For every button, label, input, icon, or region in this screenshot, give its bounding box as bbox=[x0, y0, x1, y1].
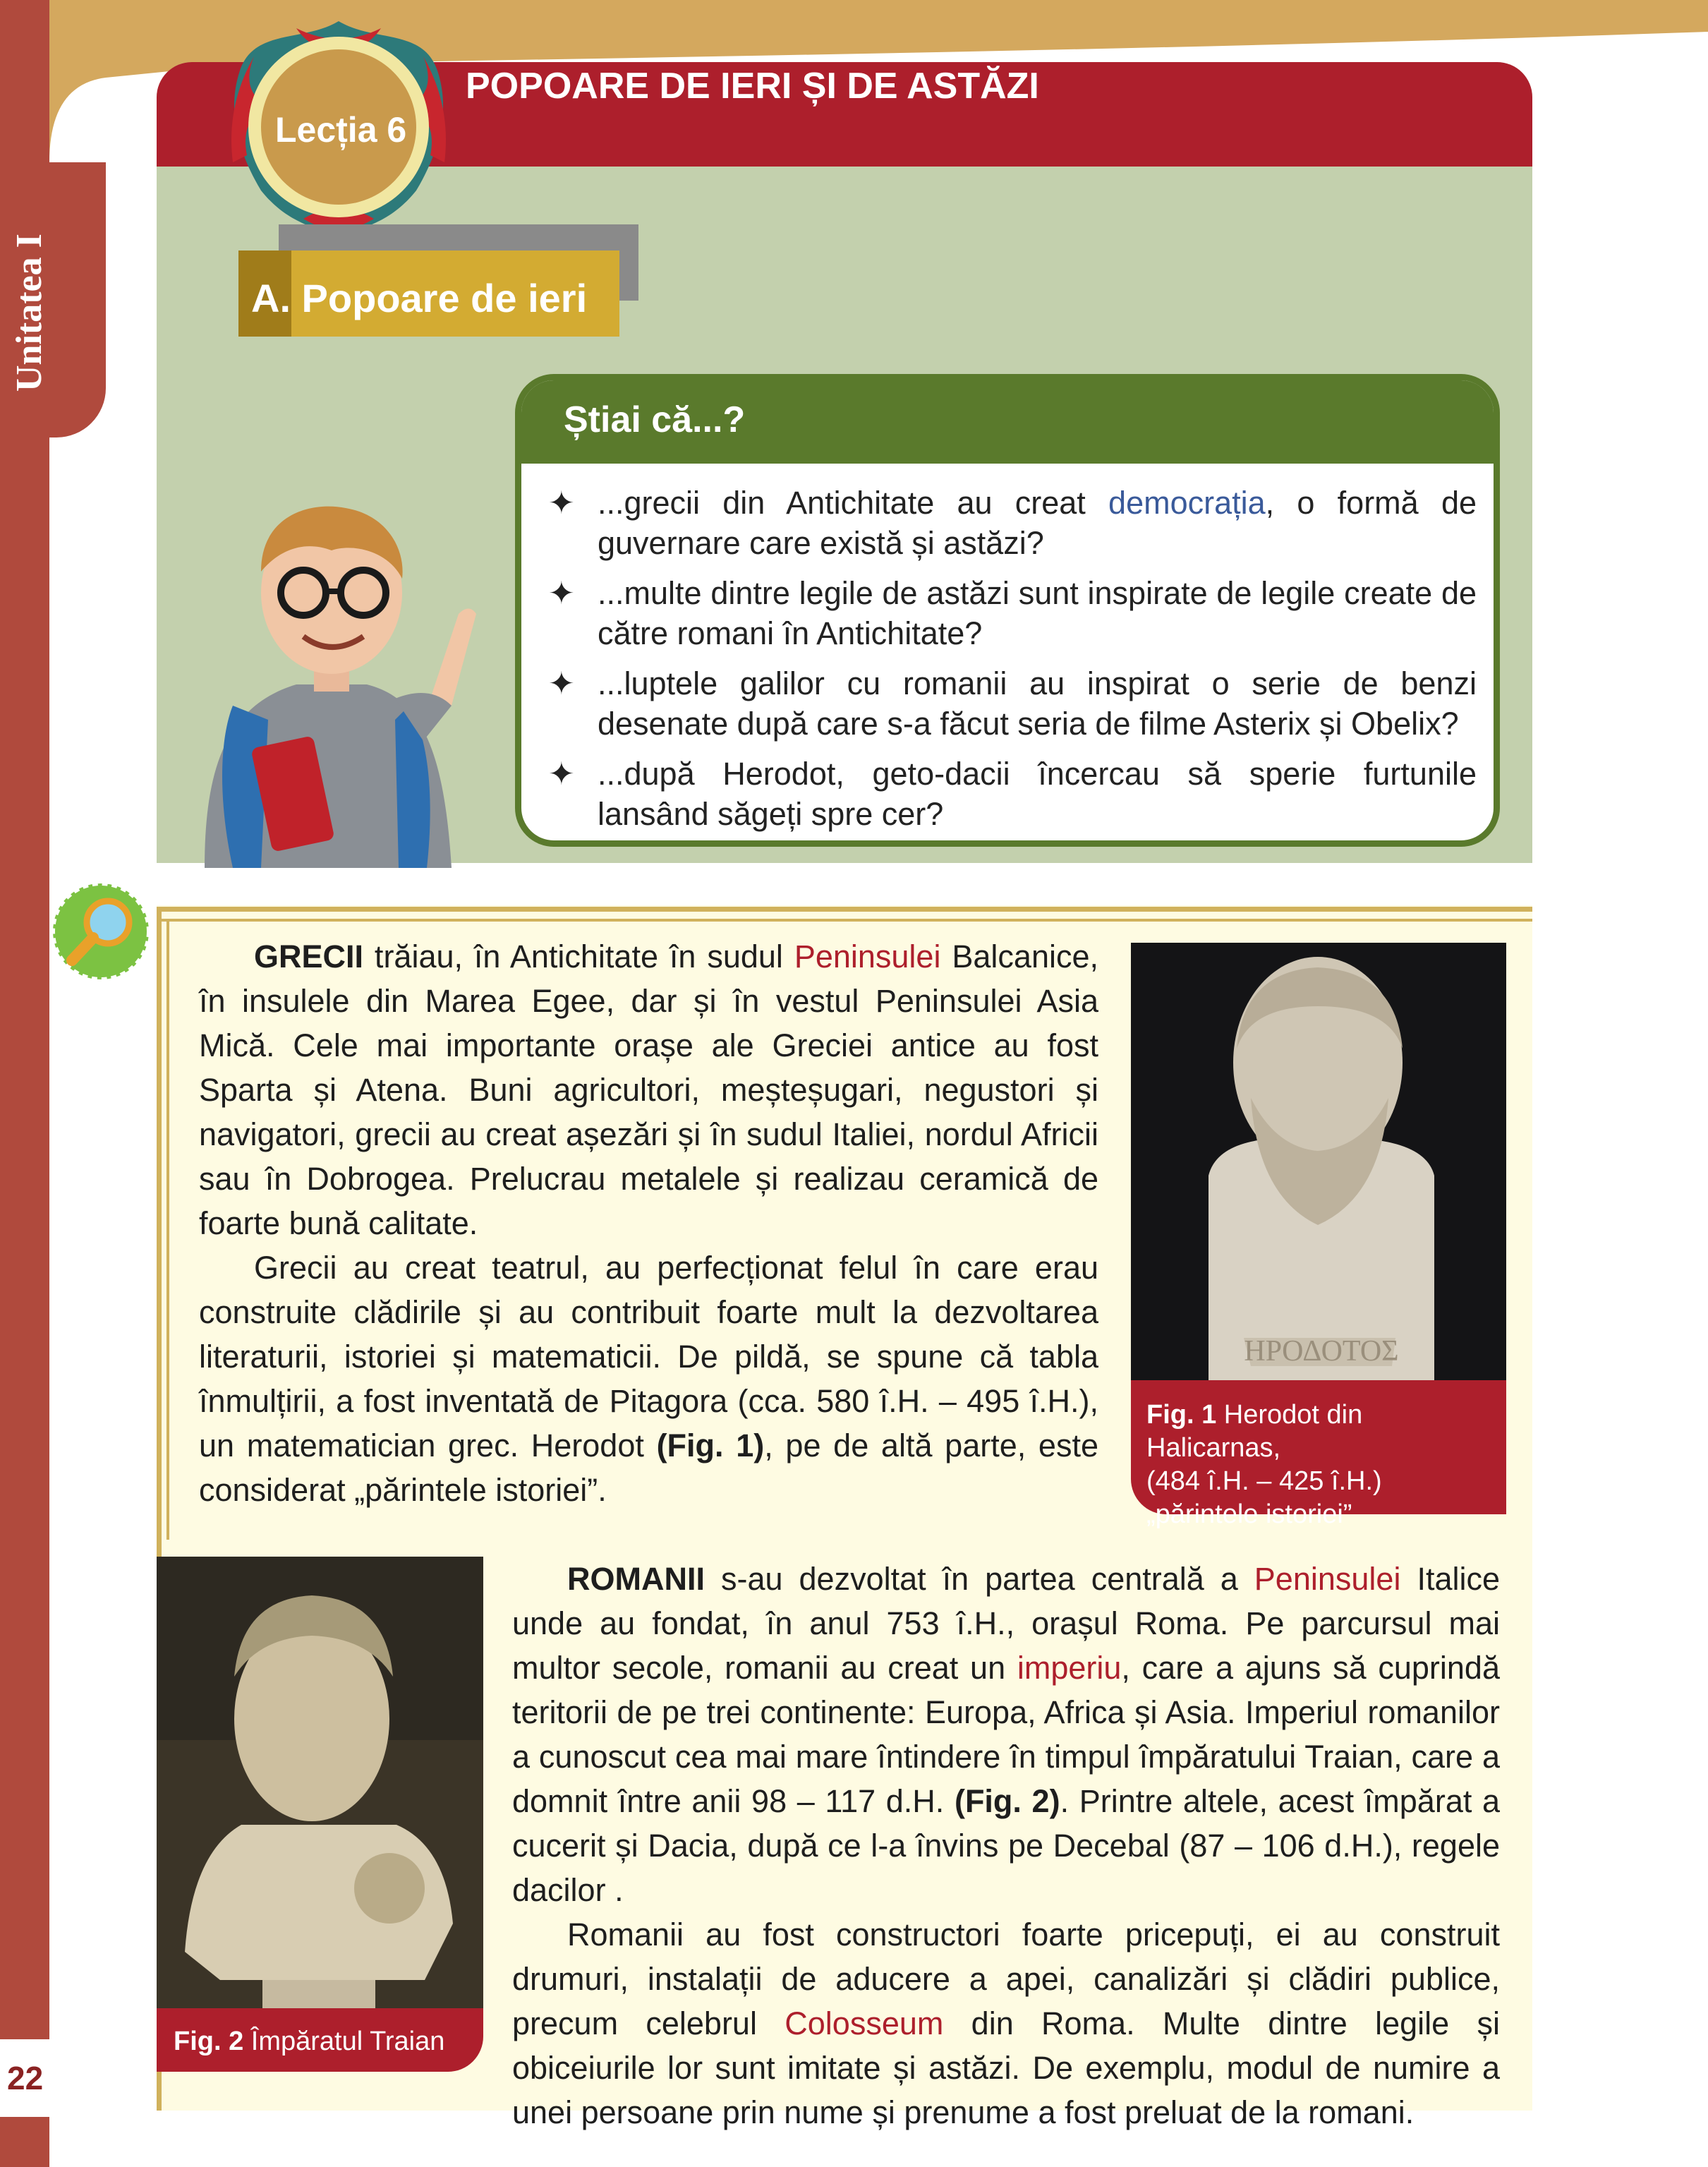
trajan-bust-photo bbox=[157, 1557, 483, 2008]
fig1-caption: Fig. 1 Herodot din Halicarnas, (484 î.H. – 425 î.H.) „părintele istoriei” bbox=[1146, 1400, 1382, 1529]
bust-inscription: ΗΡΟΔΟΤΟΣ bbox=[1244, 1335, 1399, 1368]
did-you-know-title: Știai că...? bbox=[564, 399, 746, 440]
romans-paragraph-2: Romanii au fost constructori foarte pricepuți, ei au construit drumuri, instalații de aducere a apei, canalizări și clădiri publice, precum celebrul Colosseum din Roma. Multe dintre legile și obiceiurile lor sunt imitate și astăzi. De exemplu, modul de numire a unei persoane prin nume și prenume a fost preluat de la romani. bbox=[512, 1917, 1500, 2130]
glossary-term: imperiu bbox=[1017, 1650, 1122, 1686]
unit-label: Unitatea I bbox=[9, 234, 49, 392]
boy-with-glasses-image bbox=[190, 473, 501, 868]
bullet-star-icon: ✦ bbox=[548, 665, 575, 701]
herodotus-bust-photo bbox=[1131, 943, 1506, 1380]
decorative-rule bbox=[166, 919, 169, 1540]
glossary-term: Colosseum bbox=[785, 2005, 944, 2041]
did-you-know-box: Știai că...? ✦ ...grecii din Antichitate au creat democrația, o formă de guvernare care există și astăzi? ✦ ...multe dintre legile de astăzi sunt inspirate de legile create de către romani în Antichitate? ✦ ...luptele galilor cu romanii au inspirat o serie de benzi desenate după care s-a făcut seria de filme Asterix și Obelix? ✦ ...după Herodot, geto-dacii încercau să sperie furtunile lansând săgeți spre cer? bbox=[515, 374, 1500, 847]
glossary-term: Peninsulei bbox=[1254, 1561, 1401, 1597]
romans-paragraph-1: ROMANII s-au dezvoltat în partea centrală a Peninsulei Italice unde au fondat, în anul 753 î.H., orașul Roma. Pe parcursul mai multor secole, romanii au creat un imperiu, care a ajuns să cuprindă teritorii de pe trei continente: Europa, Africa și Asia. Imperiul romanilor a cunoscut cea mai mare întindere în timpul împăratului Traian, care a domnit între anii 98 – 117 d.H. (Fig. 2). Printre altele, acest împărat a cucerit și Dacia, după ce l-a învins pe Decebal (87 – 106 d.H.), regele dacilor . bbox=[512, 1561, 1501, 1908]
glossary-term: Peninsulei bbox=[794, 938, 941, 974]
magnifier-icon bbox=[48, 879, 154, 984]
greeks-paragraph-1: GRECII trăiau, în Antichitate în sudul Peninsulei Balcanice, în insulele din Marea Egee, dar și în vestul Peninsulei Asia Mică. Cele mai importante orașe ale Greciei antice au fost Sparta și Atena. Buni agricultori, meșteșugari, negustori și navigatori, grecii au creat așezări și în sudul Italiei, nordul Africii sau în Dobrogea. Prelucrau metalele și realizau ceramică de foarte bună calitate. bbox=[199, 938, 1098, 1241]
bullet-star-icon: ✦ bbox=[548, 485, 575, 521]
lesson-title: POPOARE DE IERI ȘI DE ASTĂZI bbox=[466, 66, 1039, 107]
greeks-paragraphs bbox=[199, 934, 1098, 1512]
greeks-paragraph-2: Grecii au creat teatrul, au perfecționat felul în care erau construite clădirile și au contribuit foarte mult la dezvoltarea literaturii, istoriei și matematicii. De pildă, se spune că tabla înmulțirii, a fost inventată de Pitagora (cca. 580 î.H. – 495 î.H.), un matematician grec. Herodot (Fig. 1), pe de altă parte, este considerat „părintele istoriei”. bbox=[199, 1250, 1098, 1508]
figure-reference: (Fig. 1) bbox=[656, 1427, 765, 1463]
bullet-star-icon: ✦ bbox=[548, 575, 575, 611]
decorative-rule bbox=[157, 919, 1532, 922]
bullet-star-icon: ✦ bbox=[548, 756, 575, 792]
lesson-badge-label: Lecția 6 bbox=[275, 110, 407, 150]
glossary-term: democrația bbox=[1108, 485, 1266, 521]
decorative-rule bbox=[157, 907, 1532, 912]
page-number: 22 bbox=[7, 2060, 44, 2096]
did-you-know-header bbox=[521, 380, 1500, 464]
figure-reference: (Fig. 2) bbox=[954, 1783, 1060, 1819]
section-heading: A. Popoare de ieri bbox=[251, 276, 588, 320]
romans-paragraphs bbox=[512, 1557, 1500, 2135]
fig2-caption: Fig. 2 Împăratul Traian bbox=[174, 2027, 445, 2056]
